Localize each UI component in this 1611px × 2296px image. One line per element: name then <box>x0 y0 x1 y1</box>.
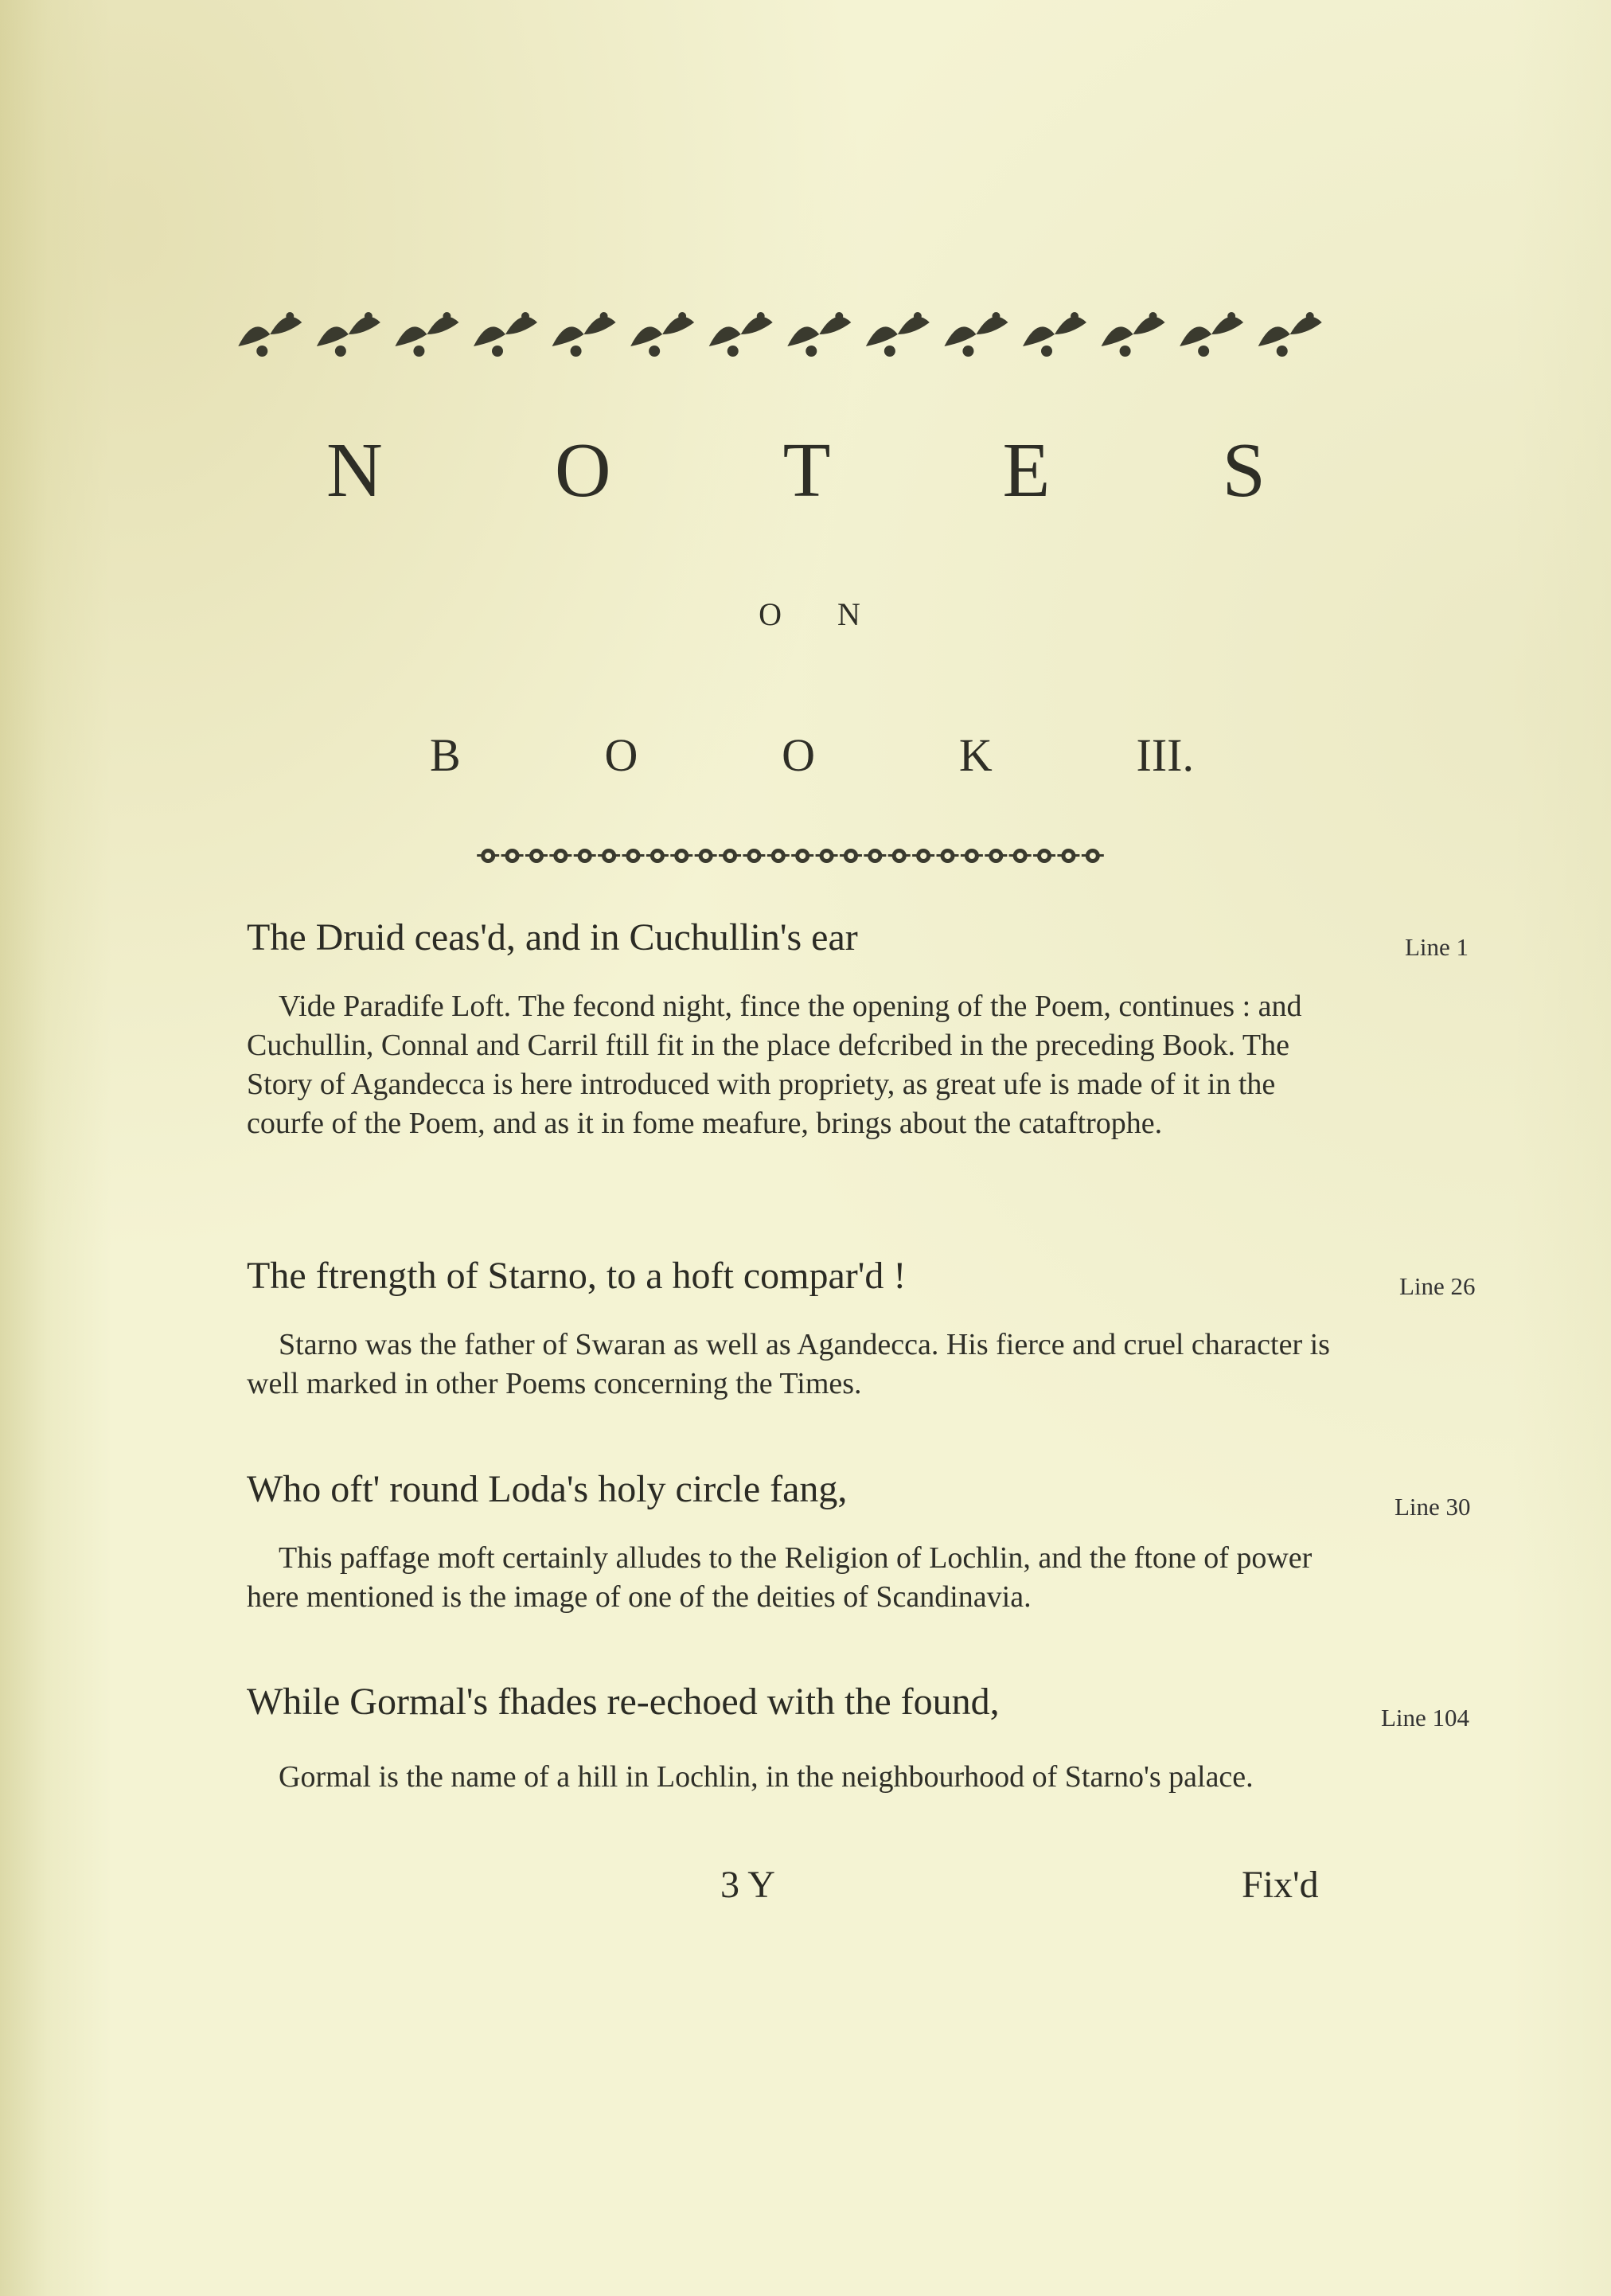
book-letter: III. <box>1136 729 1194 781</box>
ornament-fleuron <box>816 849 838 863</box>
ornament-fleuron <box>622 849 645 863</box>
note-paragraph: Gormal is the name of a hill in Lochlin, in the neighbourhood of Starno's palace. <box>279 1760 1254 1794</box>
note-paragraph: This paffage moft certainly alludes to the Religion of Lochlin, and the ftone of power here mentioned is the image of one of the deities of Scandinavia. <box>247 1541 1313 1614</box>
ornament-fleuron <box>549 849 571 863</box>
ornament-motif <box>944 312 1008 357</box>
title-letter: N <box>326 428 383 513</box>
ornament-motif <box>1258 312 1322 357</box>
title-letter: E <box>1002 428 1051 513</box>
verse-quote: The Druid ceas'd, and in Cuchullin's ear <box>247 916 858 959</box>
ornament-motif <box>1180 312 1243 357</box>
ornament-motif <box>317 312 380 357</box>
ornament-fleuron <box>598 849 620 863</box>
ornament-motif <box>395 312 458 357</box>
book-letter: O <box>604 729 638 781</box>
ornament-fleuron <box>719 849 741 863</box>
ornament-motif <box>1102 312 1165 357</box>
ornament-fleuron <box>864 849 886 863</box>
book-letter: B <box>430 729 461 781</box>
ornament-motif <box>866 312 930 357</box>
book-letter: O <box>782 729 816 781</box>
verse-quote: Who oft' round Loda's holy circle fang, <box>247 1468 848 1510</box>
verse-quote: While Gormal's fhades re-echoed with the found, <box>247 1681 1000 1723</box>
ornament-motif <box>474 312 537 357</box>
note-text <box>247 1326 1337 1404</box>
ornament-fleuron <box>888 849 911 863</box>
ornament-fleuron <box>695 849 717 863</box>
ornament-fleuron <box>574 849 596 863</box>
ornament-fleuron <box>1009 849 1032 863</box>
ornament-fleuron <box>1033 849 1055 863</box>
catchword: Fix'd <box>1242 1864 1319 1906</box>
note-text <box>247 987 1337 1143</box>
ornament-fleuron <box>501 849 524 863</box>
ornament-fleuron <box>477 849 499 863</box>
ornament-fleuron <box>646 849 669 863</box>
ornament-fleuron <box>912 849 934 863</box>
ornament-motif <box>630 312 694 357</box>
line-reference: Line 104 <box>1381 1704 1470 1732</box>
ornament-fleuron <box>840 849 862 863</box>
ornament-fleuron <box>1082 849 1104 863</box>
ornament-fleuron <box>985 849 1007 863</box>
note-text <box>247 1758 1337 1797</box>
signature-mark: 3 Y <box>720 1864 775 1906</box>
title-letter: T <box>782 428 831 513</box>
ornament-fleuron <box>670 849 692 863</box>
ornament-fleuron <box>767 849 790 863</box>
line-reference: Line 26 <box>1399 1272 1476 1300</box>
subtitle-book <box>430 728 1194 782</box>
ornament-motif <box>238 312 302 357</box>
page-title <box>326 426 1266 515</box>
subtitle-on: O N <box>759 596 884 632</box>
title-letter: O <box>554 428 611 513</box>
divider-ornament <box>476 840 1105 872</box>
ornament-motif <box>1023 312 1086 357</box>
ornament-motif <box>552 312 616 357</box>
title-letter: S <box>1222 428 1266 513</box>
top-ornament <box>231 299 1329 362</box>
ornament-fleuron <box>961 849 983 863</box>
book-letter: K <box>958 729 993 781</box>
verse-quote: The ftrength of Starno, to a hoft compar'd ! <box>247 1255 907 1297</box>
ornament-motif <box>787 312 851 357</box>
line-reference: Line 30 <box>1395 1493 1471 1521</box>
ornament-fleuron <box>525 849 548 863</box>
note-paragraph: Starno was the father of Swaran as well as Agandecca. His fierce and cruel character is well marked in other Poems concerning the Times. <box>247 1328 1330 1400</box>
note-text <box>247 1539 1337 1617</box>
ornament-motif <box>709 312 773 357</box>
note-paragraph: Vide Paradife Loft. The fecond night, fince the opening of the Poem, continues : and Cuchullin, Connal and Carril ftill fit in the place defcribed in the preceding Book. The Story of Agandecca is here introduced with propriety, as great ufe is made of it in the courfe of the Poem, and as it in fome meafure, brings about the cataftrophe. <box>247 990 1302 1140</box>
ornament-fleuron <box>791 849 813 863</box>
ornament-fleuron <box>743 849 765 863</box>
ornament-fleuron <box>937 849 959 863</box>
line-reference: Line 1 <box>1405 933 1469 961</box>
ornament-fleuron <box>1057 849 1079 863</box>
